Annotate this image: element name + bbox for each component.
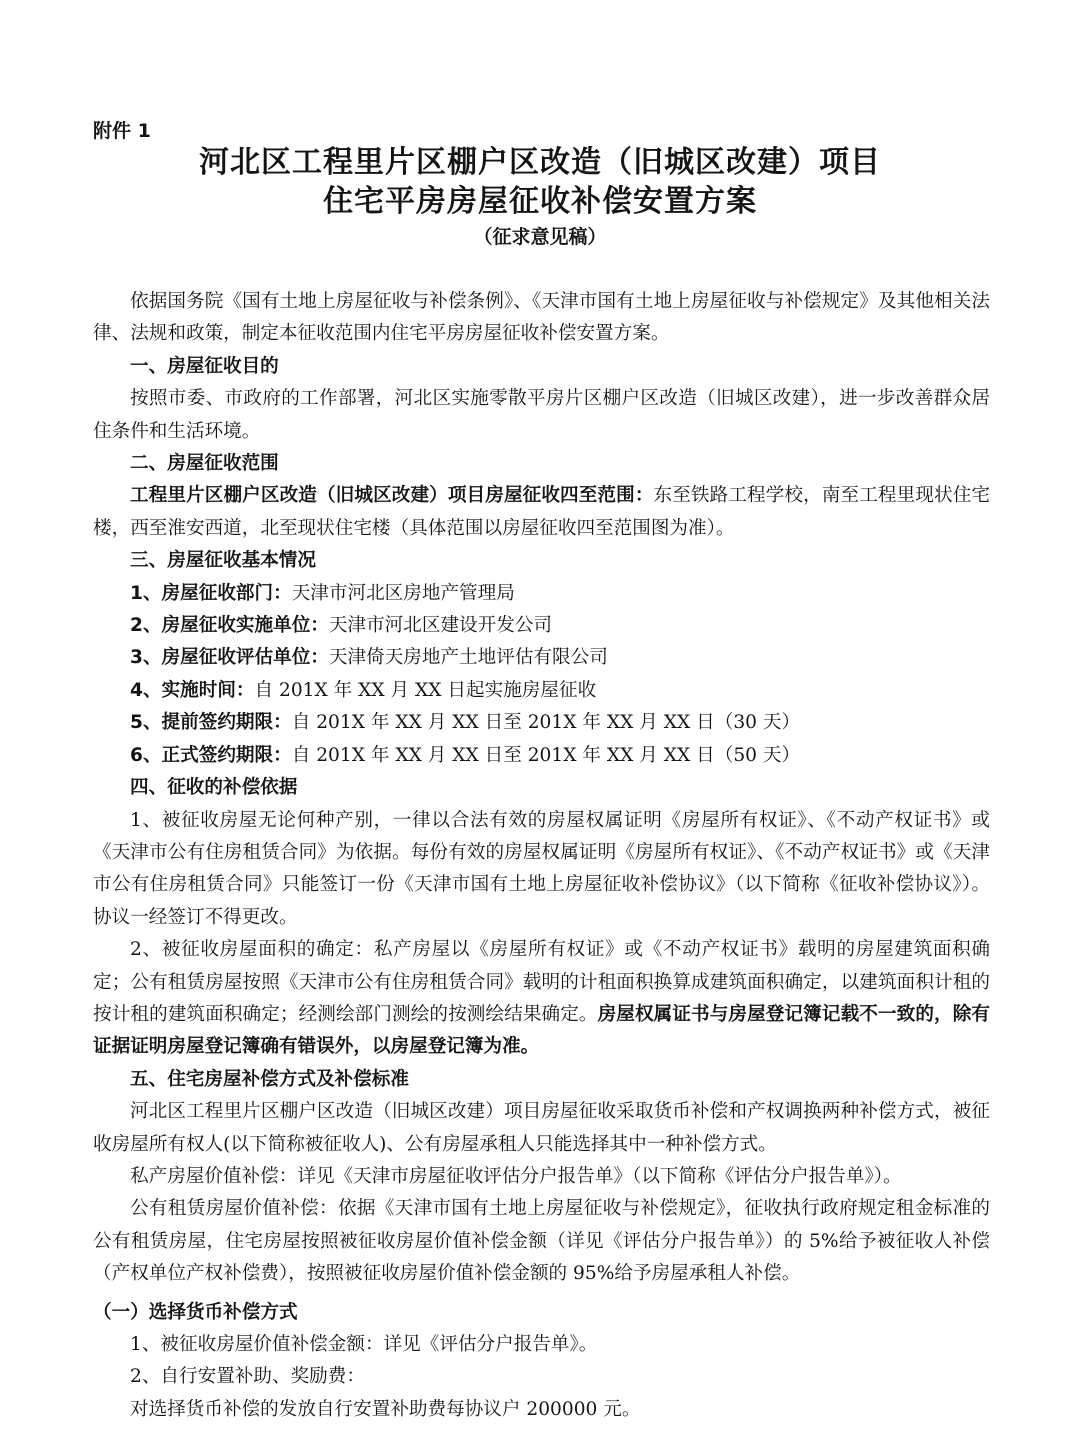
basic-info-item	[93, 578, 990, 610]
item-value: 自 201X 年 XX 月 XX 日起实施房屋征收	[254, 679, 597, 701]
basic-info-item	[93, 675, 990, 707]
document-subtitle: （征求意见稿）	[473, 226, 607, 248]
compensation-paragraph-1: 河北区工程里片区棚户区改造（旧城区改建）项目房屋征收采取货币补偿和产权调换两种补偿方式，被征收房屋所有权人(以下简称被征收人)、公有房屋承租人只能选择其中一种补偿方式。	[93, 1101, 990, 1155]
item-value: 天津市河北区建设开发公司	[328, 615, 553, 637]
basic-info-item	[93, 740, 990, 772]
basic-info-item	[93, 707, 990, 739]
compensation-paragraph-2: 私产房屋价值补偿：详见《天津市房屋征收评估分户报告单》（以下简称《评估分户报告单》）。	[130, 1165, 902, 1187]
basic-info-item	[93, 642, 990, 674]
basis-paragraph-2-bold: 房屋权属证书与房屋登记簿记载不一致的，除有证据证明房屋登记簿确有错误外，以房屋登记簿为准。	[93, 1003, 990, 1058]
item-value: 自 201X 年 XX 月 XX 日至 201X 年 XX 月 XX 日（30 天）	[291, 712, 801, 734]
item-label: 3、房屋征收评估单位：	[130, 647, 329, 669]
item-label: 4、实施时间：	[130, 679, 255, 701]
basis-paragraph-2	[93, 934, 990, 1064]
basis-paragraph-2-text: 2、被征收房屋面积的确定：私产房屋以《房屋所有权证》或《不动产权证书》载明的房屋建筑面积确定；公有租赁房屋按照《天津市公有住房租赁合同》载明的计租面积换算成建筑面积确定，以建筑面积计租的按计租的建筑面积确定；经测绘部门测绘的按测绘结果确定。	[93, 939, 990, 1025]
item-value: 天津倚天房地产土地评估有限公司	[328, 647, 608, 669]
cash-item-2: 2、自行安置补助、奖励费：	[130, 1366, 365, 1388]
item-label: 1、房屋征收部门：	[130, 582, 292, 604]
document-title-line1: 河北区工程里片区棚户区改造（旧城区改建）项目	[199, 145, 881, 180]
cash-item-1: 1、被征收房屋价值补偿金额：详见《评估分户报告单》。	[130, 1334, 598, 1355]
scope-paragraph	[93, 480, 990, 545]
section-heading-compensation: 五、住宅房屋补偿方式及补偿标准	[130, 1068, 409, 1090]
annex-label: 附件 1	[93, 120, 151, 142]
intro-paragraph: 依据国务院《国有土地上房屋征收与补偿条例》、《天津市国有土地上房屋征收与补偿规定》及其他相关法律、法规和政策，制定本征收范围内住宅平房房屋征收补偿安置方案。	[93, 291, 990, 345]
cash-item-3: 对选择货币补偿的发放自行安置补助费每协议户 200000 元。	[130, 1398, 641, 1420]
basis-paragraph-1: 1、被征收房屋无论何种产别，一律以合法有效的房屋权属证明《房屋所有权证》、《不动产权证书》或《天津市公有住房租赁合同》为依据。每份有效的房屋权属证明《房屋所有权证》、《不动产权证书》或《天津市公有住房租赁合同》只能签订一份《天津市国有土地上房屋征收补偿协议》（以下简称《征收补偿协议》）。协议一经签订不得更改。	[93, 809, 990, 928]
item-value: 天津市河北区房地产管理局	[291, 582, 515, 604]
document-body	[93, 286, 990, 1426]
item-value: 自 201X 年 XX 月 XX 日至 201X 年 XX 月 XX 日（50 天）	[291, 744, 801, 766]
scope-text: 东至铁路工程学校，南至工程里现状住宅楼，西至淮安西道，北至现状住宅楼（具体范围以房屋征收四至范围图为准）。	[93, 485, 990, 539]
item-label: 5、提前签约期限：	[130, 712, 292, 734]
compensation-paragraph-3: 公有租赁房屋价值补偿：依据《天津市国有土地上房屋征收与补偿规定》，征收执行政府规定租金标准的公有租赁房屋，住宅房屋按照被征收房屋价值补偿金额（详见《评估分户报告单》）的 5%给予被征收人补偿（产权单位产权补偿费），按照被征收房屋价值补偿金额的 95%给予房屋承租人补偿。	[93, 1198, 990, 1285]
purpose-paragraph: 按照市委、市政府的工作部署，河北区实施零散平房片区棚户区改造（旧城区改建），进一步改善群众居住条件和生活环境。	[93, 388, 990, 442]
section-heading-basis: 四、征收的补偿依据	[130, 777, 298, 799]
section-heading-scope: 二、房屋征收范围	[130, 453, 279, 475]
item-label: 6、正式签约期限：	[130, 744, 292, 766]
basic-info-item	[93, 610, 990, 642]
subsection-heading-cash: （一）选择货币补偿方式	[93, 1301, 298, 1323]
section-heading-purpose: 一、房屋征收目的	[130, 355, 279, 377]
section-heading-basic-info: 三、房屋征收基本情况	[130, 550, 316, 572]
document-title-line2: 住宅平房房屋征收补偿安置方案	[323, 184, 757, 219]
scope-bold-lead: 工程里片区棚户区改造（旧城区改建）项目房屋征收四至范围：	[130, 485, 654, 507]
item-label: 2、房屋征收实施单位：	[130, 615, 329, 637]
